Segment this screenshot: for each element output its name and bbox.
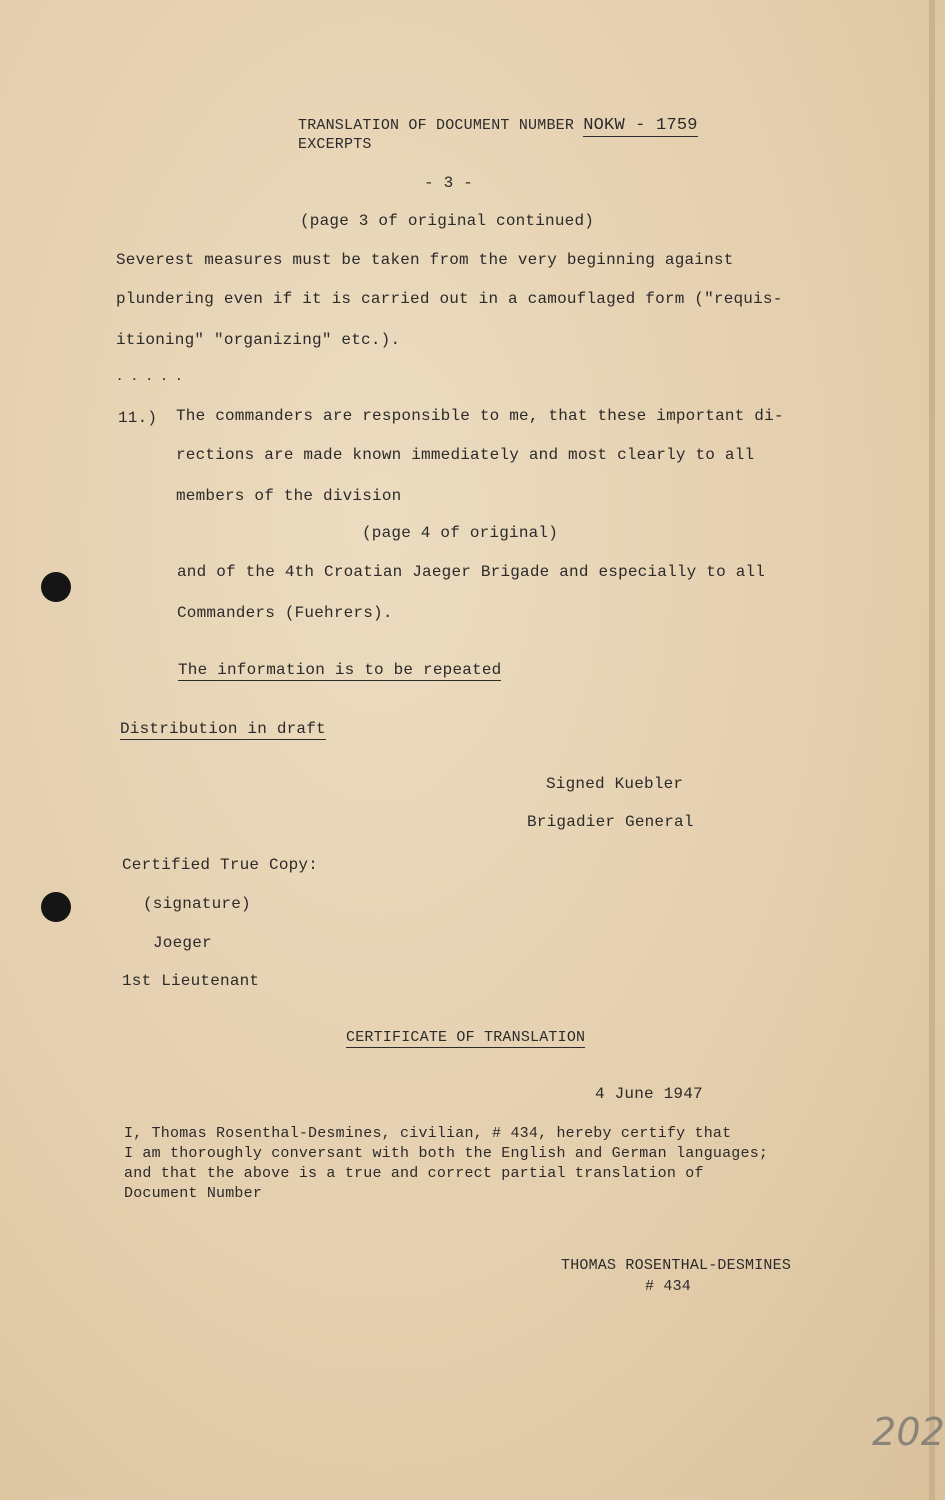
paper-edge-shadow — [929, 0, 935, 1500]
body-line-1: Severest measures must be taken from the very beginning against — [116, 251, 734, 269]
certified-signature: (signature) — [143, 895, 251, 913]
certificate-date: 4 June 1947 — [595, 1085, 703, 1103]
page-marker: - 3 - — [424, 174, 474, 192]
header-subtitle: EXCERPTS — [298, 136, 372, 153]
ellipsis: . . . . . — [116, 370, 183, 384]
certified-rank: 1st Lieutenant — [122, 972, 260, 990]
item-11-line-4: and of the 4th Croatian Jaeger Brigade and especially to all — [177, 563, 766, 581]
translator-name: THOMAS ROSENTHAL-DESMINES — [561, 1257, 792, 1274]
repeat-note: The information is to be repeated — [178, 661, 502, 679]
item-11-line-1: The commanders are responsible to me, that these important di- — [176, 407, 784, 425]
item-11-line-2: rections are made known immediately and most clearly to all — [176, 446, 755, 464]
page3-continued: (page 3 of original continued) — [300, 212, 595, 230]
punch-hole-top — [41, 572, 71, 602]
punch-hole-bottom — [41, 892, 71, 922]
item-11-line-5: Commanders (Fuehrers). — [177, 604, 393, 622]
certificate-line-1: I, Thomas Rosenthal-Desmines, civilian, # 434, hereby certify that — [124, 1125, 732, 1142]
certificate-heading: CERTIFICATE OF TRANSLATION — [346, 1029, 586, 1046]
document-number: NOKW - 1759 — [583, 116, 698, 135]
certificate-line-2: I am thoroughly conversant with both the English and German languages; — [124, 1145, 769, 1162]
certificate-line-3: and that the above is a true and correct partial translation of — [124, 1165, 704, 1182]
signed-name: Signed Kuebler — [546, 775, 684, 793]
certificate-line-4: Document Number — [124, 1185, 263, 1202]
certified-name: Joeger — [153, 934, 212, 952]
item-11-line-3: members of the division — [176, 487, 402, 505]
translator-number: # 434 — [645, 1278, 692, 1295]
page4-marker: (page 4 of original) — [362, 524, 559, 542]
certified-label: Certified True Copy: — [122, 856, 319, 874]
signed-rank: Brigadier General — [527, 813, 694, 831]
header-title — [298, 116, 698, 135]
page-stamp-handwritten: 202 — [872, 1410, 945, 1454]
distribution-note: Distribution in draft — [120, 720, 326, 738]
body-line-2: plundering even if it is carried out in a camouflaged form ("requis- — [116, 290, 783, 308]
item-11-number: 11.) — [118, 409, 158, 427]
body-line-3: itioning" "organizing" etc.). — [116, 331, 401, 349]
header-title-prefix: TRANSLATION OF DOCUMENT NUMBER — [298, 117, 575, 134]
